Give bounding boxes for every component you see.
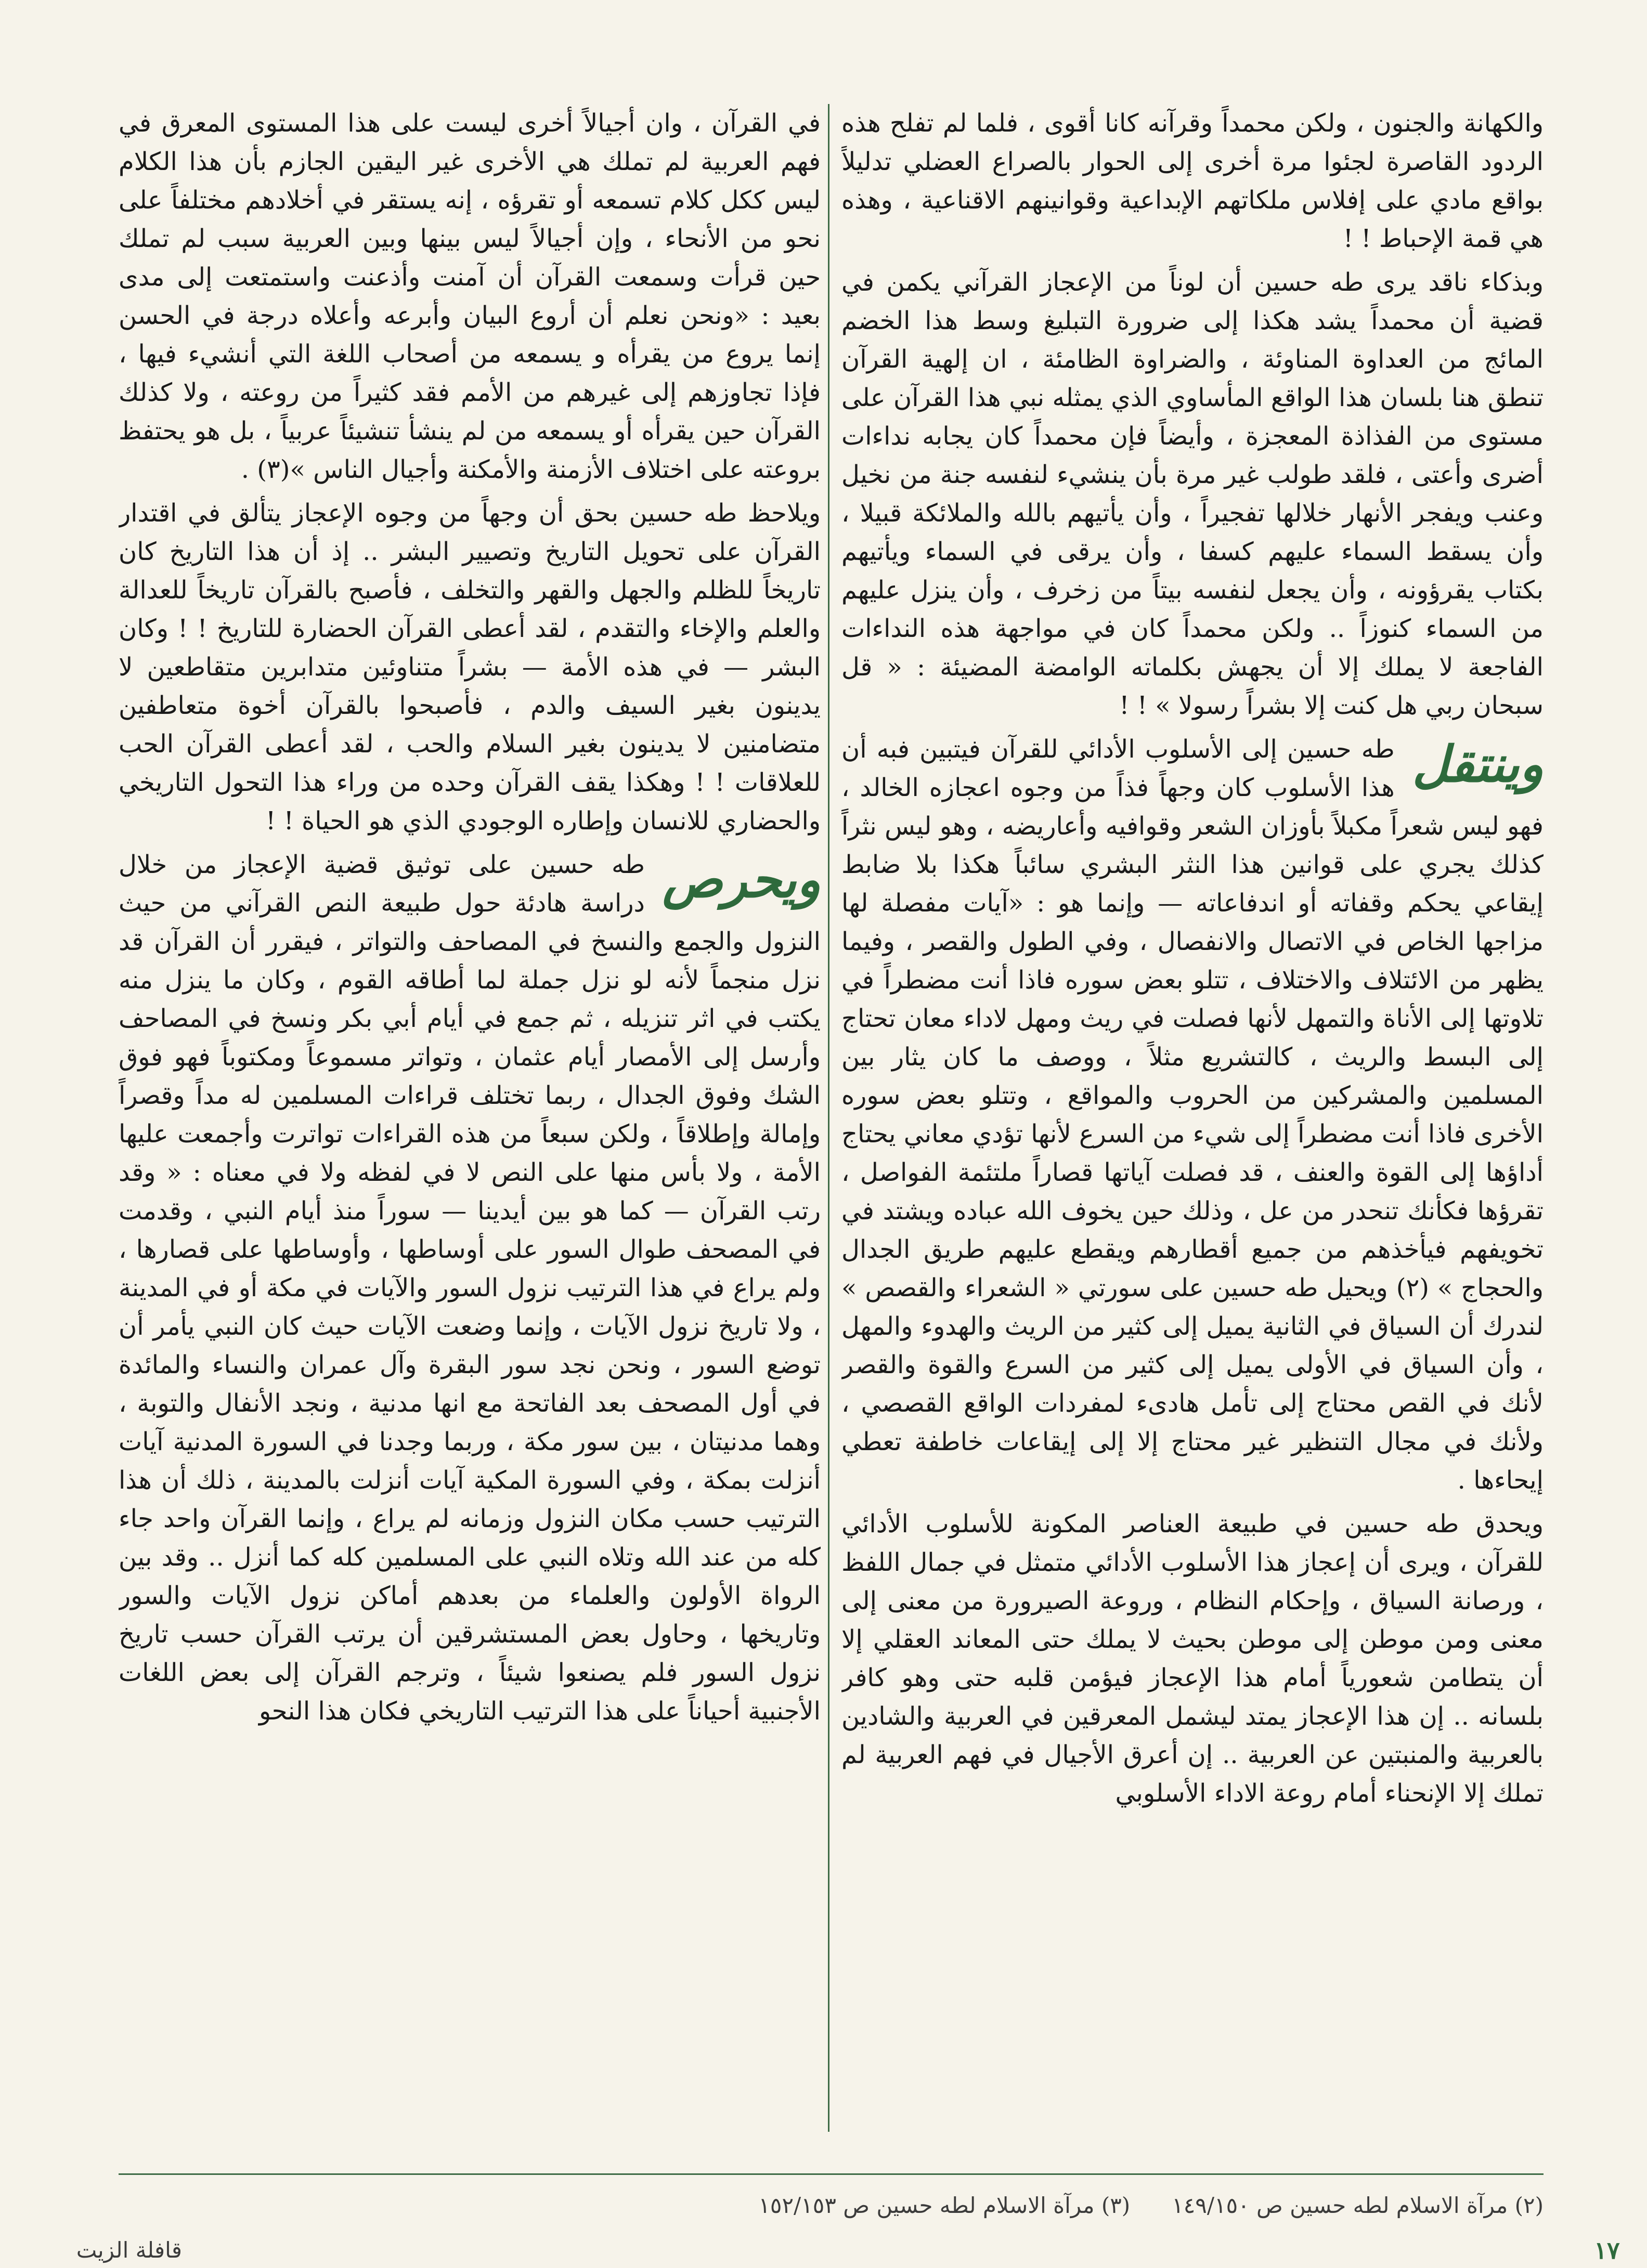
- right-column: [841, 104, 1544, 2153]
- paragraph: ويحدق طه حسين في طبيعة العناصر المكونة للأسلوب الأدائي للقرآن ، ويرى أن إعجاز هذا الأسلوب الأدائي متمثل في جمال اللفظ ، ورصانة السياق ، وإحكام النظام ، وروعة الصيرورة من معنى إلى معنى ومن موطن إلى موطن بحيث لا يملك حتى المعاند العقلي إلا أن يتطامن شعورياً أمام هذا الإعجاز فيؤمن قلبه حتى وهو كافر بلسانه .. إن هذا الإعجاز يمتد ليشمل المعرقين في العربية والشادين بالعربية والمنبتين عن العربية .. إن أعرق الأجيال في فهم العربية لم تملك إلا الإنحناء أمام روعة الاداء الأسلوبي: [841, 1509, 1544, 1808]
- footnote: (٢) مرآة الاسلام لطه حسين ص ١٤٩/١٥٠: [1172, 2193, 1544, 2218]
- footnote: (٣) مرآة الاسلام لطه حسين ص ١٥٢/١٥٣: [758, 2193, 1131, 2218]
- paragraph: والكهانة والجنون ، ولكن محمداً وقرآنه كانا أقوى ، فلما لم تفلح هذه الردود القاصرة لجئوا مرة أخرى إلى الحوار بالصراع العضلي تدليلاً بواقع مادي على إفلاس ملكاتهم الإبداعية وقوانينهم الاقناعية ، وهذه هي قمة الإحباط ! !: [841, 109, 1544, 253]
- publication-name: قافلة الزيت: [76, 2237, 182, 2263]
- paragraph-text: طه حسين إلى الأسلوب الأدائي للقرآن فيتبين فبه أن هذا الأسلوب كان وجهاً فذاً من وجوه اعجازه الخالد ، فهو ليس شعراً مكبلاً بأوزان الشعر وقوافيه وأعاريضه ، وهو ليس نثراً كذلك يجري على قوانين هذا النثر البشري سائباً هكذا بلا ضابط إيقاعي يحكم وقفاته أو اندفاعاته — وإنما هو : «آيات مفصلة لها مزاجها الخاص في الاتصال والانفصال ، وفي الطول والقصر ، وفيما يظهر من الائتلاف والاختلاف ، تتلو بعض سوره فاذا أنت مضطراً في تلاوتها إلى الأناة والتمهل لأنها فصلت في ريث ومهل لاداء معان تحتاج إلى البسط والريث ، كالتشريع مثلاً ، ووصف ما كان يثار بين المسلمين والمشركين من الحروب والمواقع ، وتتلو بعض سوره الأخرى فاذا أنت مضطراً إلى شيء من السرع لأنها تؤدي معاني يحتاج أداؤها إلى القوة والعنف ، قد فصلت آياتها قصاراً ملتئمة الفواصل ، تقرؤها فكأنك تنحدر من عل ، وذلك حين يخوف الله عباده ويشتد في تخويفهم فيأخذهم من جميع أقطارهم ويقطع عليهم طريق الجدال والحجاج » (٢) ويحيل طه حسين على سورتي « الشعراء والقصص » لندرك أن السياق في الثانية يميل إلى كثير من الريث والهدوء والمهل ، وأن السياق في الأولى يميل إلى كثير من السرع والقوة والقصر لأنك في القص محتاج إلى تأمل هادىء لمفردات الواقع القصصي ، ولأنك في مجال التنظير غير محتاج إلا إلى إيقاعات خاطفة تعطي إيحاءها .: [841, 735, 1544, 1495]
- paragraph: ويلاحظ طه حسين بحق أن وجهاً من وجوه الإعجاز يتألق في اقتدار القرآن على تحويل التاريخ وتصيير البشر .. إذ أن هذا التاريخ كان تاريخاً للظلم والجهل والقهر والتخلف ، فأصبح بالقرآن تاريخاً للعدالة والعلم والإخاء والتقدم ، لقد أعطى القرآن الحضارة للتاريخ ! ! وكان البشر — في هذه الأمة — بشراً متناوئين متدابرين متقاطعين لا يدينون بغير السيف والدم ، فأصبحوا بالقرآن أخوة متعاطفين متضامنين لا يدينون بغير السلام والحب ، لقد أعطى القرآن الحب للعلاقات ! ! وهكذا يقف القرآن وحده من وراء هذا التحول التاريخي والحضاري للانسان وإطاره الوجودي الذي هو الحياة ! !: [119, 499, 821, 836]
- footnotes: [119, 2190, 1544, 2226]
- column-divider: [828, 104, 829, 2132]
- left-column: [119, 104, 821, 2153]
- section-keyword: وينتقل: [1412, 735, 1544, 793]
- paragraph: [119, 845, 821, 1730]
- section-keyword: ويحرص: [662, 850, 821, 909]
- paragraph: [841, 730, 1544, 1500]
- paragraph-text: طه حسين على توثيق قضية الإعجاز من خلال دراسة هادئة حول طبيعة النص القرآني من حيث النزول والجمع والنسخ في المصاحف والتواتر ، فيقرر أن القرآن قد نزل منجماً لأنه لو نزل جملة لما أطاقه القوم ، وكان ما ينزل منه يكتب في اثر تنزيله ، ثم جمع في أيام أبي بكر ونسخ في المصاحف وأرسل إلى الأمصار أيام عثمان ، وتواتر مسموعاً ومكتوباً فهو فوق الشك وفوق الجدال ، ربما تختلف قراءات المسلمين له مداً وقصراً وإمالة وإطلاقاً ، ولكن سبعاً من هذه القراءات تواترت وأجمعت عليها الأمة ، ولا بأس منها على النص لا في لفظه ولا في معناه : « وقد رتب القرآن — كما هو بين أيدينا — سوراً منذ أيام النبي ، وقدمت في المصحف طوال السور على أوساطها ، وأوساطها على قصارها ، ولم يراع في هذا الترتيب نزول السور والآيات في مكة أو في المدينة ، ولا تاريخ نزول الآيات ، وإنما وضعت الآيات حيث كان النبي يأمر أن توضع السور ، ونحن نجد سور البقرة وآل عمران والنساء والمائدة في أول المصحف بعد الفاتحة مع انها مدنية ، ونجد الأنفال والتوبة ، وهما مدنيتان ، بين سور مكة ، وربما وجدنا في السورة المدنية آيات أنزلت بمكة ، وفي السورة المكية آيات أنزلت بالمدينة ، ذلك أن هذا الترتيب حسب مكان النزول وزمانه لم يراع ، وإنما القرآن واحد جاء كله من عند الله وتلاه النبي على المسلمين كله كما أنزل .. وقد بين الرواة الأولون والعلماء من بعدهم أماكن نزول الآيات والسور وتاريخها ، وحاول بعض المستشرقين أن يرتب القرآن حسب تاريخ نزول السور فلم يصنعوا شيئاً ، وترجم القرآن إلى بعض اللغات الأجنبية أحياناً على هذا الترتيب التاريخي فكان هذا النحو: [119, 850, 821, 1726]
- page-number: ١٧: [1594, 2236, 1620, 2264]
- paragraph: وبذكاء ناقد يرى طه حسين أن لوناً من الإعجاز القرآني يكمن في قضية أن محمداً يشد هكذا إلى ضرورة التبليغ وسط هذا الخضم المائج من العداوة المناوئة ، والضراوة الظامئة ، ان إلهية القرآن تنطق هنا بلسان هذا الواقع المأساوي الذي يمثله نبي هذا القرآن على مستوى من الفذاذة المعجزة ، وأيضاً فإن محمداً كان يجابه نداءات أضرى وأعتى ، فلقد طولب غير مرة بأن ينشيء لنفسه جنة من نخيل وعنب ويفجر الأنهار خلالها تفجيراً ، وأن يأتيهم بالله والملائكة قبيلا ، وأن يسقط السماء عليهم كسفا ، وأن يرقى في السماء ويأتيهم بكتاب يقرؤونه ، وأن يجعل لنفسه بيتاً من زخرف ، وأن ينزل عليهم من السماء كنوزاً .. ولكن محمداً كان في مواجهة هذه النداءات الفاجعة لا يملك إلا أن يجهش بكلماته الوامضة المضيئة : « قل سبحان ربي هل كنت إلا بشراً رسولا » ! !: [841, 268, 1544, 720]
- paragraph: في القرآن ، وان أجيالاً أخرى ليست على هذا المستوى المعرق في فهم العربية لم تملك هي الأخرى غير اليقين الجازم بأن هذا الكلام ليس ككل كلام تسمعه أو تقرؤه ، إنه يستقر في أخلادهم مختلفاً على نحو من الأنحاء ، وإن أجيالاً ليس بينها وبين العربية سبب لم تملك حين قرأت وسمعت القرآن أن آمنت وأذعنت واستمتعت إلى مدى بعيد : «ونحن نعلم أن أروع البيان وأبرعه وأعلاه درجة في الحسن إنما يروع من يقرأه و يسمعه من أصحاب اللغة التي أنشيء فيها ، فإذا تجاوزهم إلى غيرهم من الأمم فقد كثيراً من روعته ، ولا كذلك القرآن حين يقرأه أو يسمعه من لم ينشأ تنشيئاً عربياً ، بل هو يحتفظ بروعته على اختلاف الأزمنة والأمكنة وأجيال الناس »(٣) .: [119, 109, 821, 484]
- footnote-rule: [119, 2173, 1544, 2175]
